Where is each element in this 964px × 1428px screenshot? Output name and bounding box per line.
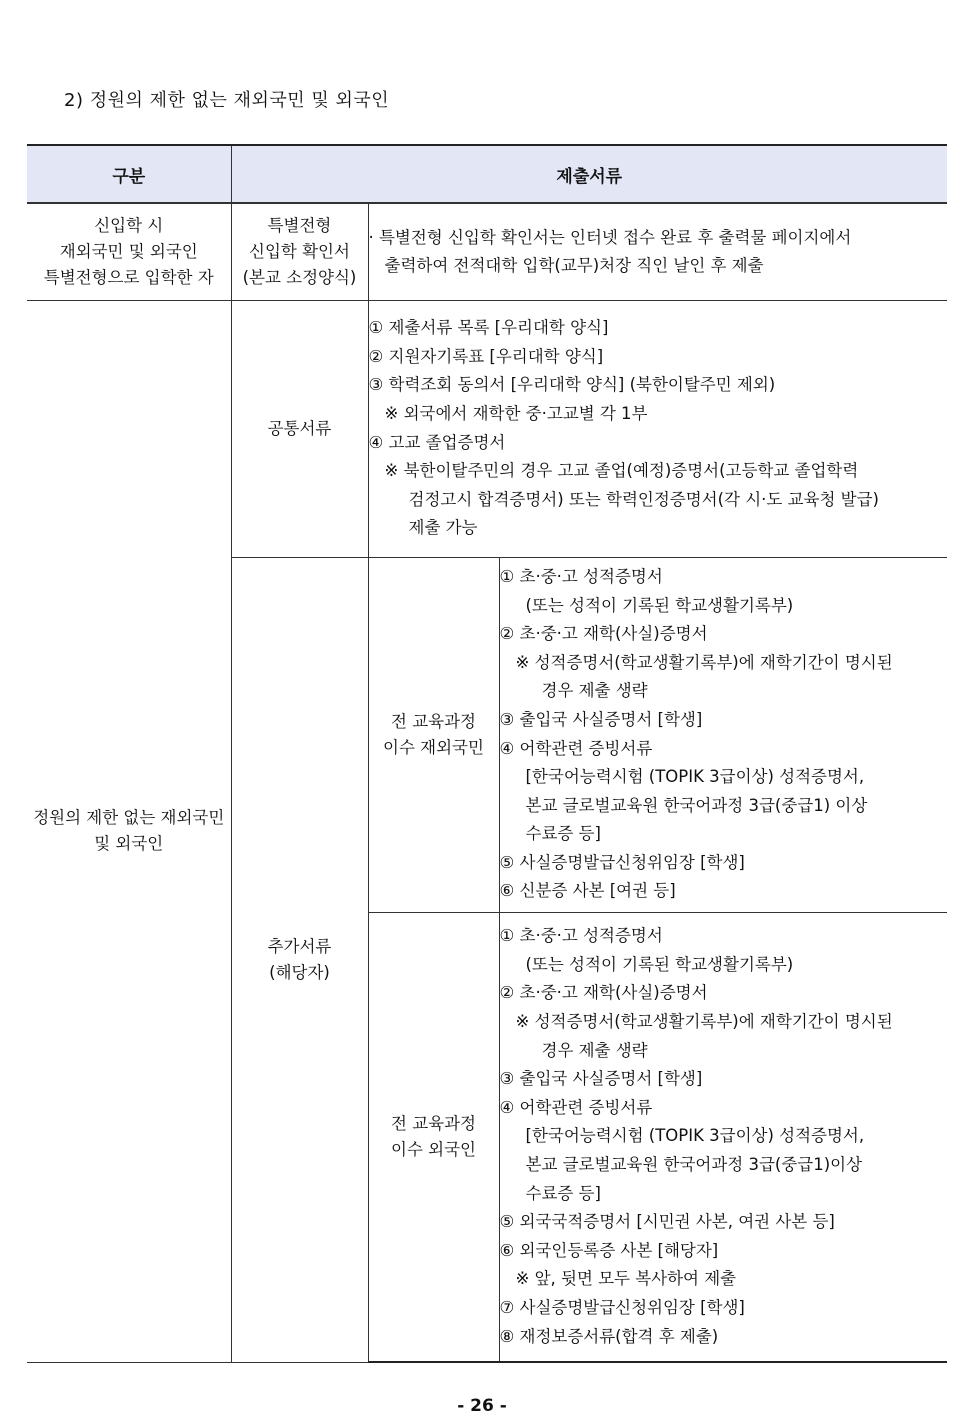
foreigner-docs-list: ① 초·중·고 성적증명서 (또는 성적이 기록된 학교생활기록부) ② 초·중·고 재학(사실)증명서 ※ 성적증명서(학교생활기록부)에 재학기간이 명시된 경우 제출 생략 ③ 출입국 사실증명서 [학생] ④ 어학관련 증빙서류 [한국어능력시험 (TOPIK 3급이상) 성적증명서, 본교 글로벌교육원 한국어과정 3급(중급1)이상 수료증 등] ⑤ 외국국적증명서 [시민권 사본, 여권 사본 등] ⑥ 외국인등록증 사본 [해당자] ※ 앞, 뒷면 모두 복사하여 제출 ⑦ 사실증명발급신청위임장 [학생] ⑧ 재정보증서류(합격 후 제출): [499, 912, 947, 1362]
documents-table: [27, 144, 947, 1363]
table-row: [27, 203, 947, 300]
common-docs-label: 공통서류: [231, 300, 368, 557]
row1-description: · 특별전형 신입학 확인서는 인터넷 접수 완료 후 출력물 페이지에서 출력하여 전적대학 입학(교무)처장 직인 날인 후 제출: [368, 203, 947, 300]
table-row: [27, 300, 947, 557]
header-category: 구분: [27, 145, 231, 203]
page-number: - 26 -: [457, 1396, 507, 1416]
header-documents: 제출서류: [231, 145, 947, 203]
additional-docs-label: 추가서류 (해당자): [231, 557, 368, 1362]
row1-category: 신입학 시 재외국민 및 외국인 특별전형으로 입학한 자: [27, 203, 231, 300]
group-category: 정원의 제한 없는 재외국민 및 외국인: [27, 300, 231, 1362]
table-header-row: [27, 145, 947, 203]
korean-abroad-docs-list: ① 초·중·고 성적증명서 (또는 성적이 기록된 학교생활기록부) ② 초·중·고 재학(사실)증명서 ※ 성적증명서(학교생활기록부)에 재학기간이 명시된 경우 제출 생략 ③ 출입국 사실증명서 [학생] ④ 어학관련 증빙서류 [한국어능력시험 (TOPIK 3급이상) 성적증명서, 본교 글로벌교육원 한국어과정 3급(중급1) 이상 수료증 등] ⑤ 사실증명발급신청위임장 [학생] ⑥ 신분증 사본 [여권 등]: [499, 557, 947, 912]
section-heading: 2) 정원의 제한 없는 재외국민 및 외국인: [64, 90, 390, 111]
korean-abroad-label: 전 교육과정 이수 재외국민: [368, 557, 499, 912]
common-docs-list: ① 제출서류 목록 [우리대학 양식] ② 지원자기록표 [우리대학 양식] ③ 학력조회 동의서 [우리대학 양식] (북한이탈주민 제외) ※ 외국에서 재학한 중·고교별 각 1부 ④ 고교 졸업증명서 ※ 북한이탈주민의 경우 고교 졸업(예정)증명서(고등학교 졸업학력 검정고시 합격증명서) 또는 학력인정증명서(각 시·도 교육청 발급) 제출 가능: [368, 300, 947, 557]
row1-document: 특별전형 신입학 확인서 (본교 소정양식): [231, 203, 368, 300]
foreigner-label: 전 교육과정 이수 외국인: [368, 912, 499, 1362]
